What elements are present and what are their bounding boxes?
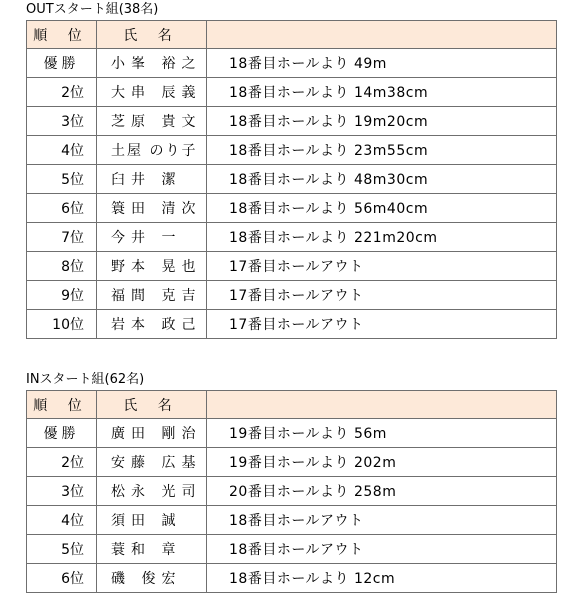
rank-cell: 4位: [27, 506, 97, 535]
rank-cell: 8位: [27, 252, 97, 281]
name-cell: 蓑和 章: [97, 535, 207, 564]
table-header-row: [27, 21, 557, 49]
table-row: [27, 223, 557, 252]
in-ranking-table: [26, 390, 557, 593]
note-cell: 19番目ホールより 56m: [207, 419, 557, 448]
note-cell: 19番目ホールより 202m: [207, 448, 557, 477]
name-cell: 廣田 剛治: [97, 419, 207, 448]
name-cell: 芝原 貴文: [97, 107, 207, 136]
out-section-title: OUTスタート組(38名): [26, 2, 159, 17]
table-row: [27, 136, 557, 165]
name-cell: 福間 克吉: [97, 281, 207, 310]
table-row: [27, 310, 557, 339]
table-row: [27, 448, 557, 477]
note-header: [207, 391, 557, 419]
rank-cell: 3位: [27, 107, 97, 136]
rank-cell: 7位: [27, 223, 97, 252]
note-cell: 18番目ホールより 221m20cm: [207, 223, 557, 252]
name-header: 氏 名: [97, 391, 207, 419]
name-cell: 須田 誠: [97, 506, 207, 535]
name-header: 氏 名: [97, 21, 207, 49]
rank-cell: 2位: [27, 448, 97, 477]
name-cell: 松永 光司: [97, 477, 207, 506]
name-cell: 野本 晃也: [97, 252, 207, 281]
note-cell: 18番目ホールアウト: [207, 506, 557, 535]
note-cell: 18番目ホールアウト: [207, 535, 557, 564]
name-cell: 今井 一: [97, 223, 207, 252]
rank-header: 順 位: [27, 391, 97, 419]
out-ranking-table: [26, 20, 557, 339]
rank-cell: 優勝: [27, 419, 97, 448]
name-cell: 大串 辰義: [97, 78, 207, 107]
rank-cell: 5位: [27, 165, 97, 194]
table-row: [27, 281, 557, 310]
note-cell: 17番目ホールアウト: [207, 252, 557, 281]
note-cell: 18番目ホールより 14m38cm: [207, 78, 557, 107]
rank-cell: 優勝: [27, 49, 97, 78]
name-cell: 安藤 広基: [97, 448, 207, 477]
table-row: [27, 252, 557, 281]
note-cell: 18番目ホールより 48m30cm: [207, 165, 557, 194]
rank-cell: 6位: [27, 564, 97, 593]
note-header: [207, 21, 557, 49]
table-row: [27, 165, 557, 194]
name-cell: 簑田 清次: [97, 194, 207, 223]
note-cell: 20番目ホールより 258m: [207, 477, 557, 506]
table-row: [27, 477, 557, 506]
table-row: [27, 49, 557, 78]
note-cell: 18番目ホールより 19m20cm: [207, 107, 557, 136]
note-cell: 18番目ホールより 12cm: [207, 564, 557, 593]
name-cell: 小峯 裕之: [97, 49, 207, 78]
name-cell: 岩本 政己: [97, 310, 207, 339]
rank-cell: 2位: [27, 78, 97, 107]
note-cell: 17番目ホールアウト: [207, 281, 557, 310]
table-row: [27, 419, 557, 448]
rank-header: 順 位: [27, 21, 97, 49]
note-cell: 17番目ホールアウト: [207, 310, 557, 339]
table-header-row: [27, 391, 557, 419]
in-section-title: INスタート組(62名): [26, 372, 145, 387]
rank-cell: 10位: [27, 310, 97, 339]
name-cell: 土屋 のり子: [97, 136, 207, 165]
rank-cell: 5位: [27, 535, 97, 564]
rank-cell: 9位: [27, 281, 97, 310]
name-cell: 臼井 潔: [97, 165, 207, 194]
rank-cell: 6位: [27, 194, 97, 223]
note-cell: 18番目ホールより 23m55cm: [207, 136, 557, 165]
name-cell: 磯 俊宏: [97, 564, 207, 593]
table-row: [27, 535, 557, 564]
note-cell: 18番目ホールより 56m40cm: [207, 194, 557, 223]
rank-cell: 4位: [27, 136, 97, 165]
table-row: [27, 107, 557, 136]
table-row: [27, 564, 557, 593]
table-row: [27, 506, 557, 535]
table-row: [27, 78, 557, 107]
note-cell: 18番目ホールより 49m: [207, 49, 557, 78]
table-row: [27, 194, 557, 223]
rank-cell: 3位: [27, 477, 97, 506]
